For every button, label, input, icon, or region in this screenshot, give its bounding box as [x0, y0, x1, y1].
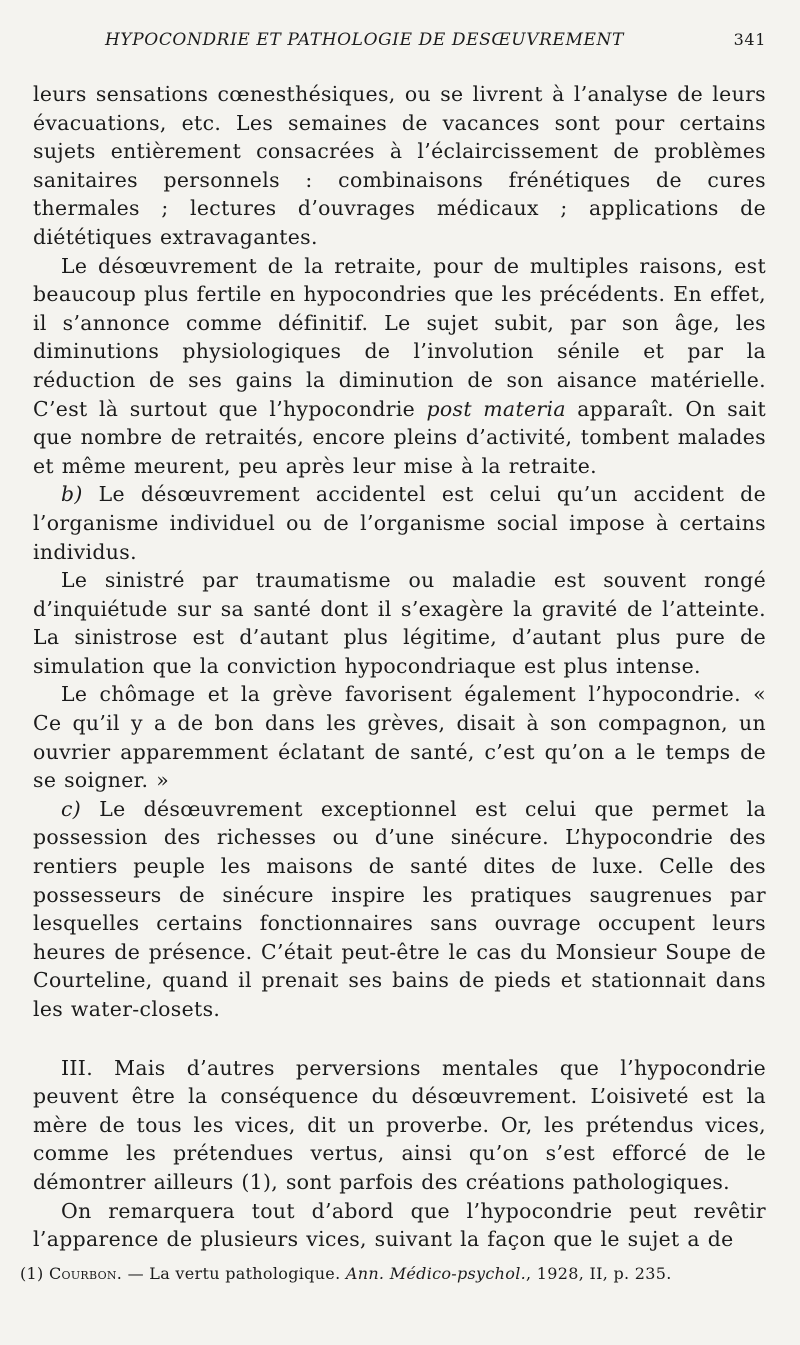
paragraph — [33, 80, 766, 252]
paragraph — [33, 566, 766, 680]
latin-term: post materia — [426, 396, 566, 421]
paragraph — [33, 480, 766, 566]
running-title: HYPOCONDRIE ET PATHOLOGIE DE DESŒUVREMENT — [105, 30, 624, 50]
paragraph — [33, 1197, 766, 1254]
body-text — [33, 80, 766, 1254]
list-marker: b) — [61, 482, 83, 507]
paragraph-text: Le désœuvrement de la retraite, pour de multiples raisons, est beaucoup plus fertile en hypocondries que les précédents. En effet, il s’annonce comme définitif. Le sujet subit, par son âge, les diminutions physiologiques de l’involution sénile et par la réduction de ses gains la diminution de son aisance matérielle. C’est là surtout que l’hypocondrie — [33, 253, 766, 421]
paragraph-text: Le désœuvrement exceptionnel est celui que permet la possession des richesses ou d’une sinécure. L’hypocondrie des rentiers peuple les maisons de santé dites de luxe. Celle des possesseurs de sinécure inspire les pratiques saugrenues par lesquelles certains fonctionnaires sans ouvrage occupent leurs heures de présence. C’était peut-être le cas du Monsieur Soupe de Courteline, quand il prenait ses bains de pieds et stationnait dans les water-closets. — [33, 796, 766, 1021]
paragraph-text: Le désœuvrement accidentel est celui qu’un accident de l’organisme individuel ou de l’organisme social impose à certains individus. — [33, 482, 766, 564]
footnote-details: , 1928, II, p. 235. — [526, 1264, 672, 1283]
paragraph-text: leurs sensations cœnesthésiques, ou se livrent à l’analyse de leurs évacuations, etc. Les semaines de vacances sont pour certains sujets entièrement consacrées à l’éclaircissement de problèmes sanitaires personnels : combinaisons frénétiques de cures thermales ; lectures d’ouvrages médicaux ; applications de diététiques extravagantes. — [33, 82, 766, 249]
page-number: 341 — [733, 30, 766, 49]
paragraph-text: Le sinistré par traumatisme ou maladie est souvent rongé d’inquiétude sur sa santé dont il s’exagère la gravité de l’atteinte. La sinistrose est d’autant plus légitime, d’autant plus pure de simulation que la conviction hypocondriaque est plus intense. — [33, 568, 766, 678]
paragraph — [33, 680, 766, 794]
footnote-number: (1) — [20, 1264, 44, 1283]
footnote-author: Courbon. — [48, 1264, 123, 1283]
paragraph — [33, 795, 766, 1024]
paragraph — [33, 1054, 766, 1197]
paragraph — [33, 252, 766, 481]
footnote — [20, 1264, 765, 1283]
book-page — [33, 30, 766, 1254]
paragraph-text: Le chômage et la grève favorisent également l’hypocondrie. « Ce qu’il y a de bon dans les grèves, disait à son compagnon, un ouvrier apparemment éclatant de santé, c’est qu’on a le temps de se soigner. » — [33, 682, 766, 793]
running-header — [33, 30, 766, 58]
paragraph-text: apparaît. On sait que nombre de retraités, encore pleins d’activité, tombent malades et même meurent, peu après leur mise à la retraite. — [33, 396, 766, 478]
list-marker: c) — [61, 796, 82, 821]
paragraph-text: On remarquera tout d’abord que l’hypocondrie peut revêtir l’apparence de plusieurs vices, suivant la façon que le sujet a de — [33, 1198, 766, 1252]
footnote-title: — La vertu pathologique. — [122, 1264, 346, 1283]
paragraph-text: III. Mais d’autres perversions mentales que l’hypocondrie peuvent être la conséquence du désœuvrement. L’oisiveté est la mère de tous les vices, dit un proverbe. Or, les prétendus vices, comme les prétendues vertus, ainsi qu’on s’est efforcé de le démontrer ailleurs (1), sont parfois des créations pathologiques. — [33, 1055, 766, 1194]
footnote-journal: Ann. Médico-psychol. — [345, 1264, 526, 1283]
